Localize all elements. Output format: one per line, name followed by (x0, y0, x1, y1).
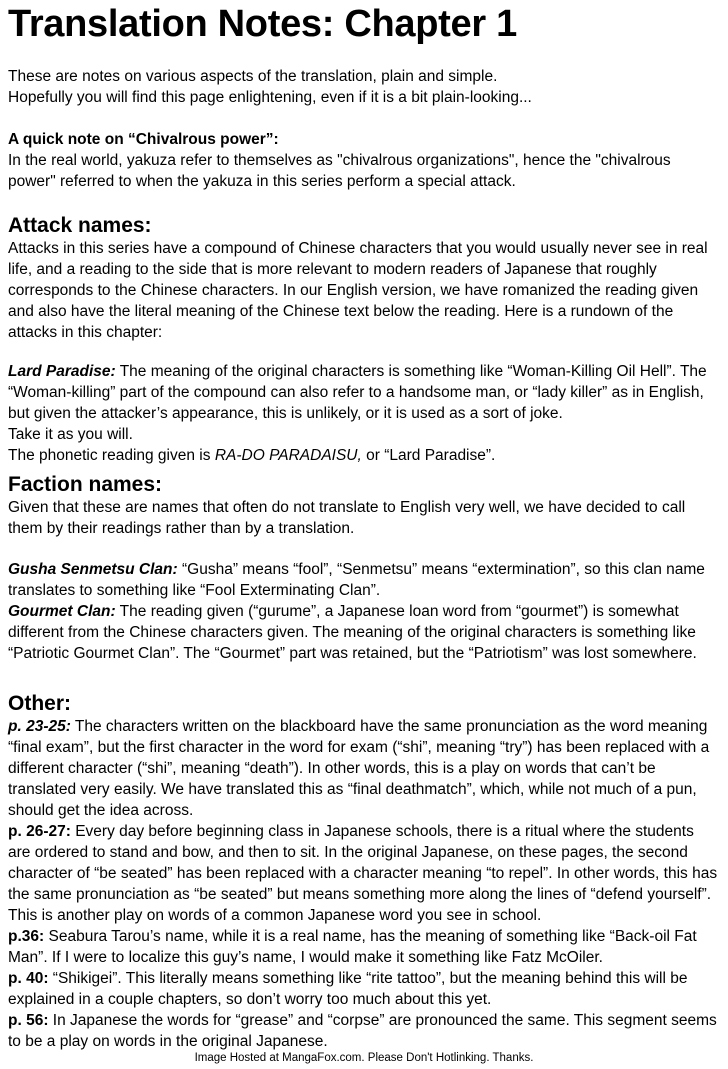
p23-entry (8, 716, 720, 821)
p56-body: In Japanese the words for “grease” and “corpse” are pronounced the same. This segment seems to be a play on words in the original Japanese. (8, 1012, 717, 1050)
gourmet-body: The reading given (“gurume”, a Japanese loan word from “gourmet”) is somewhat different from the Chinese characters given. The meaning of the original characters is something like “Patriotic Gourmet Clan”. The “Gourmet” part was retained, but the “Patriotism” was lost somewhere. (8, 603, 697, 662)
p23-term: p. 23-25: (8, 718, 71, 735)
p26-term: p. 26-27: (8, 823, 71, 840)
chivalrous-body: In the real world, yakuza refer to themselves as "chivalrous organizations", hence the "chivalrous power" referred to when the yakuza in this series perform a special attack. (8, 152, 671, 190)
intro-section (8, 66, 720, 108)
gusha-entry (8, 559, 720, 601)
other-heading: Other: (8, 692, 71, 715)
hosting-footer: Image Hosted at MangaFox.com. Please Don't Hotlinking. Thanks. (194, 1052, 534, 1064)
p26-body: Every day before beginning class in Japanese schools, there is a ritual where the students are ordered to stand and bow, and then to sit. In the original Japanese, on these pages, the second character of “be seated” has been replaced with a character meaning “to repel”. In other words, this has the same pronunciation as “be seated” but means something more along the lines of “defend yourself”. This is another play on words of a common Japanese word you see in school. (8, 823, 718, 924)
p40-term: p. 40: (8, 970, 49, 987)
p36-term: p.36: (8, 928, 45, 945)
phonetic-post: or “Lard Paradise”. (361, 447, 496, 464)
intro-line: Hopefully you will find this page enlightening, even if it is a bit plain-looking... (8, 89, 532, 106)
phonetic-pre: The phonetic reading given is (8, 447, 215, 464)
attack-section (8, 214, 720, 466)
attack-body: Attacks in this series have a compound of Chinese characters that you would usually never see in real life, and a reading to the side that is more relevant to modern readers of Japanese that roughly corresponds to the Chinese characters. In our English version, we have romanized the reading given and also have the literal meaning of the Chinese text below the reading. Here is a rundown of the attacks in this chapter: (8, 240, 708, 341)
faction-section (8, 473, 720, 664)
other-section (8, 692, 720, 1052)
p26-entry (8, 821, 720, 926)
lard-paradise-term: Lard Paradise: (8, 363, 116, 380)
gourmet-entry (8, 601, 720, 664)
faction-body: Given that these are names that often do not translate to English very well, we have decided to call them by their readings rather than by a translation. (8, 499, 686, 537)
phonetic-term: RA-DO PARADAISU, (214, 447, 362, 464)
gourmet-term: Gourmet Clan: (8, 603, 116, 620)
p40-entry (8, 968, 720, 1010)
phonetic-line (8, 445, 720, 466)
chivalrous-note (8, 129, 720, 192)
gusha-term: Gusha Senmetsu Clan: (8, 561, 178, 578)
lard-paradise-entry (8, 361, 720, 424)
lard-paradise-body: The meaning of the original characters is something like “Woman-Killing Oil Hell”. The “Woman-killing” part of the compound can also refer to a handsome man, or “lady killer” as in English, but given the attacker’s appearance, this is unlikely, or it is used as a sort of joke. (8, 363, 707, 422)
faction-heading: Faction names: (8, 473, 163, 496)
take-it-line: Take it as you will. (8, 426, 133, 443)
chivalrous-heading: A quick note on “Chivalrous power”: (8, 131, 279, 148)
p36-body: Seabura Tarou’s name, while it is a real name, has the meaning of something like “Back-oil Fat Man”. If I were to localize this guy’s name, I would make it something like Fatz McOiler. (8, 928, 697, 966)
attack-heading: Attack names: (8, 214, 152, 237)
p23-body: The characters written on the blackboard have the same pronunciation as the word meaning “final exam”, but the first character in the word for exam (“shi”, meaning “try”) has been replaced with a different character (“shi”, meaning “death”). In other words, this is a play on words that can’t be translated very easily. We have translated this as “final deathmatch”, which, while not much of a pun, should get the idea across. (8, 718, 710, 819)
gusha-body: “Gusha” means “fool”, “Senmetsu” means “extermination”, so this clan name translates to something like “Fool Exterminating Clan”. (8, 561, 705, 599)
page-title: Translation Notes: Chapter 1 (8, 3, 517, 45)
p56-entry (8, 1010, 720, 1052)
intro-line: These are notes on various aspects of the translation, plain and simple. (8, 68, 498, 85)
p40-body: “Shikigei”. This literally means something like “rite tattoo”, but the meaning behind this will be explained in a couple chapters, so don’t worry too much about this yet. (8, 970, 688, 1008)
p56-term: p. 56: (8, 1012, 49, 1029)
p36-entry (8, 926, 720, 968)
